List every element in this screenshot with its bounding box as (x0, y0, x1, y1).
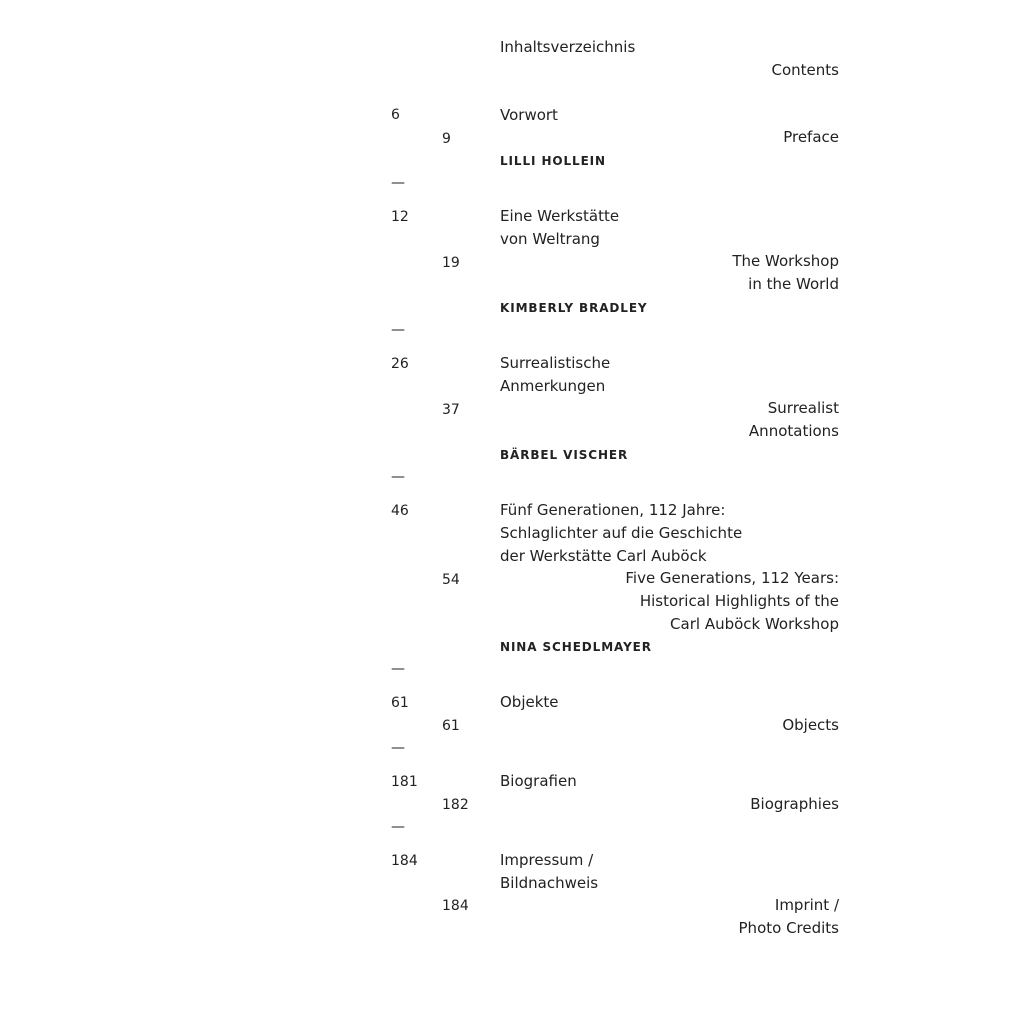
page-number-de: 61 (391, 695, 409, 711)
page-number-de: 46 (391, 503, 409, 519)
page-number-en: 19 (442, 255, 460, 271)
entry-title-en: Biographies (750, 795, 839, 813)
page-number-en: 9 (442, 131, 451, 147)
entry-author: BÄRBEL VISCHER (500, 448, 629, 462)
entry-author: NINA SCHEDLMAYER (500, 640, 652, 654)
section-separator: — (391, 661, 405, 677)
page-title-en: Contents (771, 61, 839, 79)
section-separator: — (391, 322, 405, 338)
section-separator: — (391, 740, 405, 756)
entry-title-en: Five Generations, 112 Years: Historical Highlights of the Carl Auböck Workshop (625, 569, 839, 633)
section-separator: — (391, 175, 405, 191)
page-title-de: Inhaltsverzeichnis (500, 38, 636, 56)
page-number-en: 37 (442, 402, 460, 418)
entry-title-de: Impressum / Bildnachweis (500, 851, 599, 892)
entry-title-de: Fünf Generationen, 112 Jahre: Schlaglichter auf die Geschichte der Werkstätte Carl Auböck (500, 501, 743, 565)
page-number-de: 6 (391, 107, 400, 123)
entry-title-de: Biografien (500, 772, 577, 790)
page-number-en: 61 (442, 718, 460, 734)
page-number-de: 12 (391, 209, 409, 225)
page-number-de: 26 (391, 356, 409, 372)
entry-author: LILLI HOLLEIN (500, 154, 606, 168)
page-number-en: 182 (442, 797, 469, 813)
entry-title-de: Objekte (500, 693, 559, 711)
entry-title-de: Eine Werkstätte von Weltrang (500, 207, 620, 248)
entry-title-de: Vorwort (500, 106, 558, 124)
page-number-en: 184 (442, 898, 469, 914)
entry-title-en: Preface (783, 128, 839, 146)
section-separator: — (391, 819, 405, 835)
page-number-en: 54 (442, 572, 460, 588)
section-separator: — (391, 469, 405, 485)
entry-author: KIMBERLY BRADLEY (500, 301, 648, 315)
entry-title-en: Imprint / Photo Credits (738, 896, 839, 937)
entry-title-en: The Workshop in the World (732, 252, 839, 293)
entry-title-de: Surrealistische Anmerkungen (500, 354, 611, 395)
entry-title-en: Objects (782, 716, 839, 734)
page-number-de: 184 (391, 853, 418, 869)
page-number-de: 181 (391, 774, 418, 790)
entry-title-en: Surrealist Annotations (748, 399, 839, 440)
